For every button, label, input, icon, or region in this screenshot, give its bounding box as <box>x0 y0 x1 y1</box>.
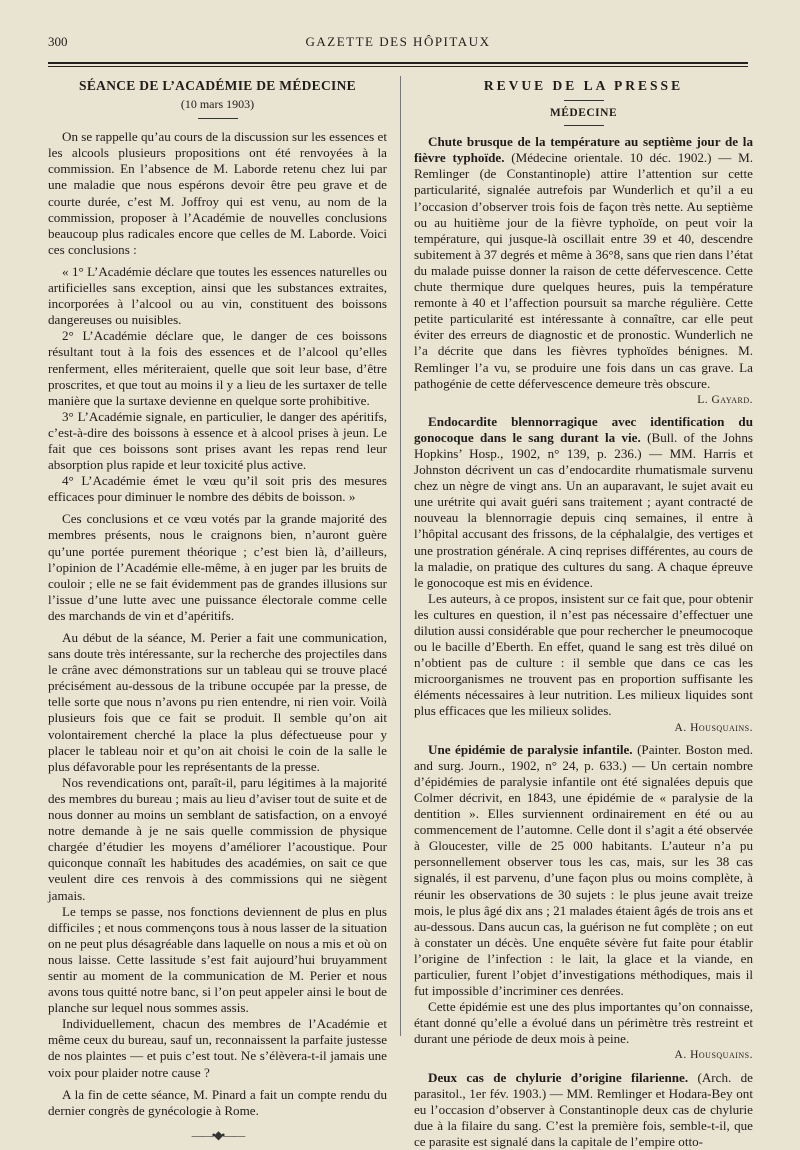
article-body: (Médecine orientale. 10 déc. 1902.) — M. Remlinger (de Constantinople) attire l’attention sur cette particularité, signalée autrefois par Wunderlich et qu’il a eu l’occasion d’observer trois fois de façon très nette. Au septième ou au huitième jour de la fièvre typhoïde, on peut voir la température, qui jusque-là oscillait entre 39 et 40, descendre subitement à 37 degrés et même à 36°8, sans que rien dans l’état du malade puisse donner la raison de cette défervescence. Cette chute thermique dure quelques heures, puis la température remonte à 40 et l’affection poursuit sa marche régulière. Cette petite particularité est intéressante à connaître, car elle peut éviter des erreurs de diagnostic et de pronostic. Wunderlich ne l’a décrite que dans les fièvres typhoïdes bénignes. M. Remlinger l’a vu, se produire une fois dans un cas grave. La pathogénie de cette défervescence demeure très obscure. <box>414 150 753 391</box>
paragraph: On se rappelle qu’au cours de la discussion sur les essences et les alcools plusieurs propositions ont été renvoyées à la commission. En l’absence de M. Laborde retenu chez lui par une maladie que nous espérons devoir être peu grave et de courte durée, c’est M. Joffroy qui est venu, au nom de la commission, proposer à l’Académie de nouvelles conclusions beaucoup plus radicales encore que celles de M. Laborde. Voici ces conclusions : <box>48 129 387 257</box>
paragraph: 3° L’Académie signale, en particulier, le danger des apéritifs, c’est-à-dire des boissons à essence et à alcool prises à jeun. Le fait que ces boissons sont prises avant les repas rend leur absorption plus rapide et leur toxicité plus active. <box>48 408 387 473</box>
article-signature: L. Gayard. <box>697 393 753 406</box>
left-column <box>48 78 387 1143</box>
section-title: SÉANCE DE L’ACADÉMIE DE MÉDECINE <box>79 78 356 93</box>
end-ornament: ——•◆•—— <box>191 1127 244 1142</box>
paragraph: « 1° L’Académie déclare que toutes les essences naturelles ou artificielles sans exception, ainsi que les substances extraites, incorporées à l’alcool ou au vin, constituent des boissons dangereuses ou nuisibles. <box>48 263 387 328</box>
paragraph: Nos revendications ont, paraît-il, paru légitimes à la majorité des membres du bureau ; mais au lieu d’aviser tout de suite et de nous donner au moins un semblant de satisfaction, on a envoyé notre demande à je ne sais quelle commission de physique chargée d’étudier les moyens d’améliorer l’acoustique. Pour quiconque connaît les habitudes des académies, on sait ce que veulent dire ces renvois à des commissions qui ne siègent jamais. <box>48 774 387 903</box>
article-signature: A. Housquains. <box>674 1049 753 1062</box>
article-paragraph: Les auteurs, à ce propos, insistent sur ce fait que, pour obtenir les cultures en question, il n’est pas nécessaire d’effectuer une dilution aussi considérable que pour rechercher le pneumocoque ou le bacille d’Eberth. En effet, quand le sang est très dilué on n’obtient pas de culture : il semble que dans ce cas les microorganismes ne trouvent pas en proportion suffisante les éléments nécessaires à leur nutrition. Les milieux liquides sont plus efficaces que les milieux solides. <box>414 590 753 719</box>
article-body: (Arch. de parasitol., 1er fév. 1903.) — MM. Remlinger et Hodara-Bey ont eu l’occasion d’observer à Constantinople deux cas de chylurie due à la filaire du sang. C’est la première fois, semble-t-il, que ce parasite est signalé dans la capitale de l’empire otto- <box>414 1069 753 1149</box>
running-title: GAZETTE DES HÔPITAUX <box>305 34 491 49</box>
header-rule <box>48 62 748 64</box>
divider <box>198 118 238 119</box>
article-title: Chute brusque de la température au septième jour de la fièvre typhoïde. <box>414 134 753 166</box>
article-paragraph <box>414 1070 753 1150</box>
article-body: (Painter. Boston med. and surg. Journ., 1902, n° 24, p. 633.) — Un certain nombre d’épidémies de paralysie infantile ont été signalées depuis que Colmer décrivit, en 1843, une épidémie de « paralysie de la dentition ». Elles surviennent ordinairement en été ou au commencement de l’automne. Celle dont il s’agit a été observée à Gloucester, ville de 25 000 habitants. L’auteur n’a pu personnellement observer tous les cas, mais, sur les 38 cas signalés, il est parvenu, d’une façon plus ou moins complète, à réunir les observations de 30 sujets : le plus jeune avait treize mois, le plus âgé dix ans ; 21 malades étaient âgés de trois ans et au-dessous. Dans aucun cas, la guérison ne fut complète ; on eut à constater un décès. Une enquête sévère fut faite pour établir l’origine de l’infection : le lait, la glace et la viande, en particulier, furent l’objet d’investigations méthodiques, mais il fut impossible d’incriminer ces denrées. <box>414 741 753 999</box>
paragraph: Le temps se passe, nos fonctions deviennent de plus en plus difficiles ; et nous commençons tous à nous lasser de la situation on ne peut plus désagréable dans laquelle on nous a mis et où on nous laisse. Cette lassitude s’est fait aujourd’hui bruyamment sentir au moment de la communication de M. Perier et nous avons tous quitté notre banc, si l’on peut appeler ainsi le bout de planche sur lequel nous sommes assis. <box>48 903 387 1016</box>
article-paragraph <box>414 414 753 591</box>
section-title: REVUE DE LA PRESSE <box>483 78 684 93</box>
section-date: (10 mars 1903) <box>180 97 255 112</box>
article-title: Une épidémie de paralysie infantile. <box>428 741 633 757</box>
divider <box>564 100 604 101</box>
header-rule-thin <box>48 66 748 67</box>
article-paragraph: Cette épidémie est une des plus importantes qu’on connaisse, étant donné qu’elle a évolué dans un périmètre très restreint et durant une période de deux mois à peine. <box>414 999 753 1047</box>
article-title: Deux cas de chylurie d’origine filarienne. <box>428 1069 689 1085</box>
paragraph: 4° L’Académie émet le vœu qu’il soit pris des mesures efficaces pour diminuer le nombre des débits de boisson. » <box>48 473 387 505</box>
paragraph: Individuellement, chacun des membres de l’Académie et même ceux du bureau, sauf un, reconnaissent la parfaite justesse de nos plaintes — et puis c’est tout. Ne s’élèvera-t-il jamais une voix pour plaider notre cause ? <box>48 1016 387 1080</box>
paragraph: 2° L’Académie déclare que, le danger de ces boissons résultant tout à la fois des essences et de l’alcool qu’elles renferment, elles mériteraient, quelle que soit leur base, d’être proscrites, et que tout au moins il y a lieu de les surtaxer de telle manière que la surtaxe devienne en quelque sorte prohibitive. <box>48 328 387 408</box>
right-column <box>414 78 753 1150</box>
article-signature: A. Housquains. <box>674 721 753 734</box>
column-divider <box>400 76 401 1036</box>
paragraph: A la fin de cette séance, M. Pinard a fait un compte rendu du dernier congrès de gynécologie à Rome. <box>48 1086 387 1118</box>
divider <box>564 125 604 126</box>
article-body: (Bull. of the Johns Hopkins’ Hosp., 1902, n° 139, p. 236.) — MM. Harris et Johnston décrivent un cas d’endocardite rhumatismale survenu chez un nègre de vingt ans. Un an auparavant, le sujet avait eu une urétrite qui avait guéri sans traitement ; ayant contracté de nouveau la blennorragie depuis cinq semaines, il entre à l’hôpital accusant des frissons, de la céphalalgie, des vertiges et une prostration générale. A cinq reprises différentes, au cours de la maladie, on pratique des cultures du sang. A chaque épreuve le gonocoque est mis en évidence. <box>414 429 753 590</box>
subsection-title: MÉDECINE <box>549 107 618 120</box>
page-header <box>48 34 748 54</box>
article-paragraph <box>414 742 753 1000</box>
article-title: Endocardite blennorragique avec identification du gonocoque dans le sang durant la vie. <box>414 413 753 445</box>
paragraph: Ces conclusions et ce vœu votés par la grande majorité des membres présents, nous le craignons bien, n’auront guère qu’une portée purement théorique ; c’est bien là, d’ailleurs, l’opinion de l’Académie elle-même, à en juger par les bruits de couloir ; elle ne se fait évidemment pas de grandes illusions sur l’issue d’une lutte avec une puissance électorale comme celle des marchands de vin et d’apéritifs. <box>48 511 387 623</box>
page-number: 300 <box>48 34 68 49</box>
paragraph: Au début de la séance, M. Perier a fait une communication, sans doute très intéressante, sur la recherche des projectiles dans le crâne avec démonstrations sur un tableau qui se trouve placé précisément au-dessous de la tribune occupée par la presse, de telle sorte que nous n’avons pu rien entendre, ni rien voir. Voilà plusieurs fois que ce fait se produit. Il semble qu’on ait volontairement cherché la place la plus défectueuse pour y placer le tableau noir et qu’on ait choisi le coin de la salle le plus défavorable pour les représentants de la presse. <box>48 630 387 774</box>
article-paragraph <box>414 134 753 392</box>
